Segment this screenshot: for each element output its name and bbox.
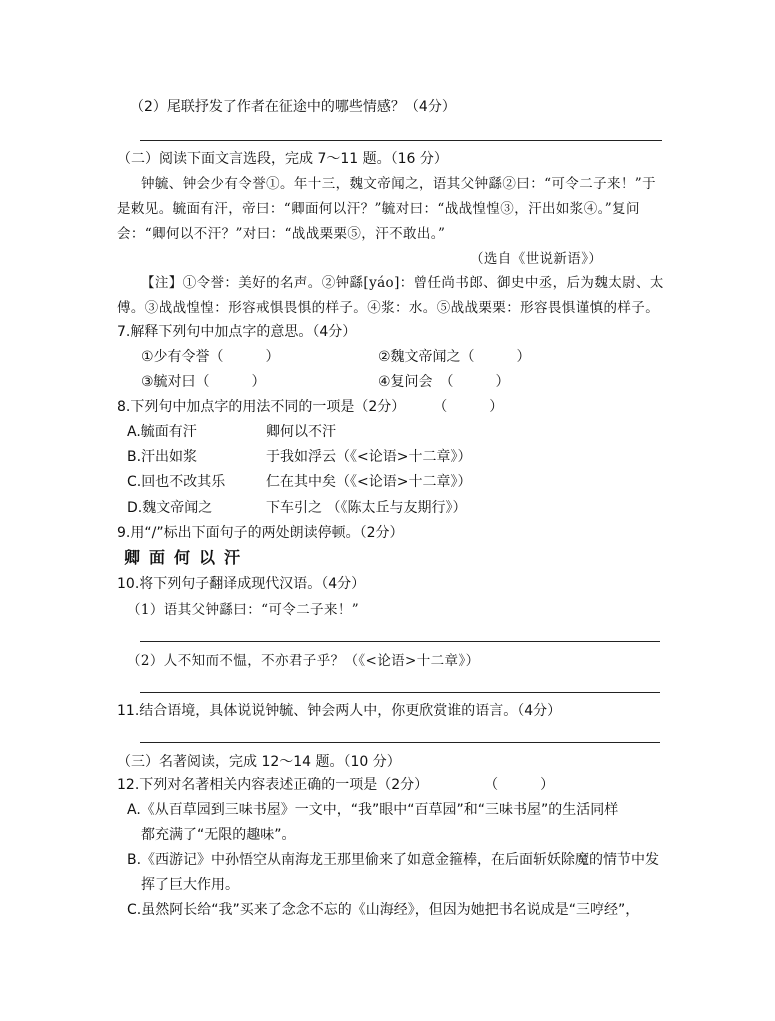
passage-line-2: 是敕见。毓面有汗，帝曰：“卿面何以汗？”毓对曰：“战战惶惶③，汗出如浆④。”复问 xyxy=(117,201,640,217)
q8-option-d: D.魏文帝闻之 xyxy=(127,500,213,516)
answer-line xyxy=(140,692,660,693)
q8-option-b: B.汗出如浆 xyxy=(127,449,198,465)
q12-option-a-line-2: 都充满了“无限的趣味”。 xyxy=(141,827,296,843)
q12-option-b-line-2: 挥了巨大作用。 xyxy=(141,877,239,893)
q9-stem: 9.用“/”标出下面句子的两处朗读停顿。（2分） xyxy=(117,525,404,541)
q8-option-c: C.回也不改其乐 xyxy=(127,474,226,490)
answer-line xyxy=(140,140,662,141)
section2-heading: （二）阅读下面文言选段，完成 7～11 题。（16 分） xyxy=(117,151,448,167)
section3-heading: （三）名著阅读，完成 12～14 题。（10 分） xyxy=(117,754,401,770)
q7-item-2: ②魏文帝闻之（ ） xyxy=(378,349,531,365)
q9-sentence: 卿面何以汗 xyxy=(124,548,250,567)
q10-stem: 10.将下列句子翻译成现代汉语。（4分） xyxy=(117,576,366,592)
q7-item-3: ③毓对曰（ ） xyxy=(141,374,266,390)
q11-stem: 11.结合语境，具体说说钟毓、钟会两人中，你更欣赏谁的语言。（4分） xyxy=(117,703,562,719)
q8-option-a: A.毓面有汗 xyxy=(127,424,197,440)
q12-option-a-line-1: A.《从百草园到三味书屋》一文中，“我”眼中“百草园”和“三味书屋”的生活同样 xyxy=(127,802,619,818)
q8-option-a-compare: 卿何以不汗 xyxy=(266,424,336,440)
passage-source: （选自《世说新语》） xyxy=(470,251,603,267)
answer-line xyxy=(140,641,660,642)
question-poem-2: （2）尾联抒发了作者在征途中的哪些情感？（4分） xyxy=(130,99,456,115)
q7-stem: 7.解释下列句中加点字的意思。（4分） xyxy=(117,324,357,340)
q12-stem: 12.下列对名著相关内容表述正确的一项是（2分） （ ） xyxy=(117,777,555,793)
passage-line-3: 会：“卿何以不汗？”对曰：“战战栗栗⑤，汗不敢出。” xyxy=(117,226,446,242)
q7-item-4: ④复问会 （ ） xyxy=(378,374,510,390)
q8-option-c-compare: 仁在其中矣（《<论语>十二章》） xyxy=(266,474,472,490)
notes-line-1: 【注】①令誉：美好的名声。②钟繇[yáo]：曾任尚书郎、御史中丞，后为魏太尉、太 xyxy=(141,275,664,291)
q8-stem: 8.下列句中加点字的用法不同的一项是（2分） （ ） xyxy=(117,399,504,415)
q8-option-d-compare: 下车引之 （《陈太丘与友期行》） xyxy=(266,500,467,516)
answer-line xyxy=(140,742,660,743)
q12-option-b-line-1: B.《西游记》中孙悟空从南海龙王那里偷来了如意金箍棒，在后面斩妖除魔的情节中发 xyxy=(127,852,660,868)
q10-item-1: （1）语其父钟繇曰：“可令二子来！” xyxy=(127,602,360,618)
q10-item-2: （2）人不知而不愠，不亦君子乎？（《<论语>十二章》） xyxy=(127,653,480,669)
q7-item-1: ①少有令誉（ ） xyxy=(141,349,280,365)
q8-option-b-compare: 于我如浮云（《<论语>十二章》） xyxy=(266,449,472,465)
passage-line-1: 钟毓、钟会少有令誉①。年十三，魏文帝闻之，语其父钟繇②曰：“可令二子来！”于 xyxy=(141,176,657,192)
notes-line-2: 傅。③战战惶惶：形容戒惧畏惧的样子。④浆：水。⑤战战栗栗：形容畏惧谨慎的样子。 xyxy=(117,300,660,316)
q12-option-c-line-1: C.虽然阿长给“我”买来了念念不忘的《山海经》，但因为她把书名说成是“三哼经”， xyxy=(127,902,640,918)
